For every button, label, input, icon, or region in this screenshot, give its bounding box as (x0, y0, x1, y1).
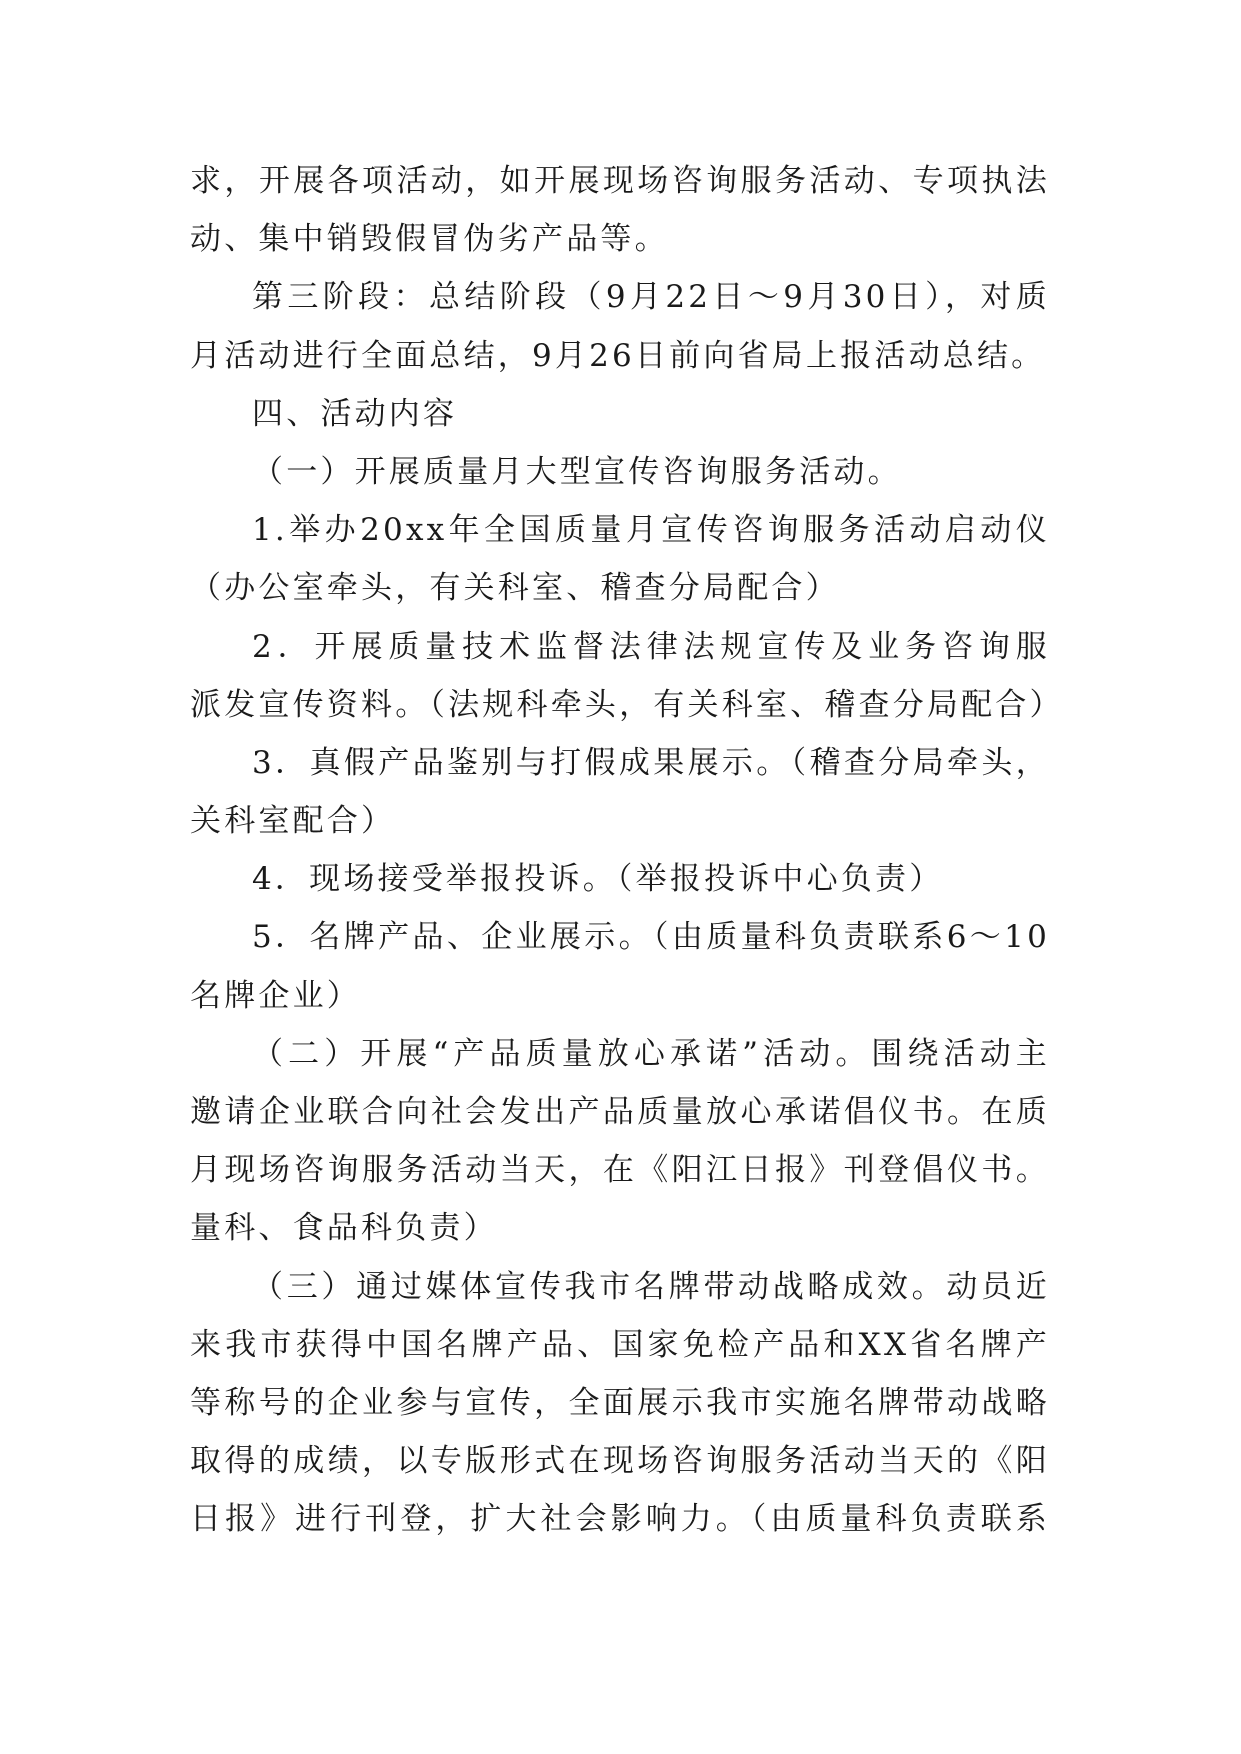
text-line: 月现场咨询服务活动当天，在《阳江日报》刊登倡仪书。 (190, 1152, 1050, 1189)
text-line: 5．名牌产品、企业展示。（由质量科负责联系6～10 (252, 919, 1050, 956)
text-line: 关科室配合） (190, 803, 396, 840)
text-line: 第三阶段：总结阶段（9月22日～9月30日），对质 (252, 279, 1050, 316)
text-line: 2．开展质量技术监督法律法规宣传及业务咨询服 (252, 628, 1050, 665)
text-line: 来我市获得中国名牌产品、国家免检产品和XX省名牌产 (190, 1326, 1050, 1363)
text-line: （三）通过媒体宣传我市名牌带动战略成效。动员近 (252, 1268, 1050, 1305)
text-line: （二）开展“产品质量放心承诺”活动。围绕活动主 (252, 1035, 1050, 1072)
body-text (190, 152, 1064, 1549)
text-line: 等称号的企业参与宣传，全面展示我市实施名牌带动战略 (190, 1384, 1050, 1421)
text-line: 日报》进行刊登，扩大社会影响力。（由质量科负责联系 (190, 1501, 1050, 1538)
text-line: （办公室牵头，有关科室、稽查分局配合） (190, 570, 840, 607)
text-line: 动、集中销毁假冒伪劣产品等。 (190, 221, 669, 258)
text-line: 3．真假产品鉴别与打假成果展示。（稽查分局牵头， (252, 744, 1050, 781)
text-line: 邀请企业联合向社会发出产品质量放心承诺倡仪书。在质 (190, 1094, 1050, 1130)
text-line: 求，开展各项活动，如开展现场咨询服务活动、专项执法 (190, 163, 1050, 199)
text-line: 四、活动内容 (252, 395, 458, 432)
text-line: 量科、食品科负责） (190, 1210, 498, 1247)
text-line: （一）开展质量月大型宣传咨询服务活动。 (252, 453, 902, 490)
text-line: 4．现场接受举报投诉。（举报投诉中心负责） (252, 861, 944, 898)
text-line: 1.举办20xx年全国质量月宣传咨询服务活动启动仪 (252, 512, 1050, 549)
text-line: 取得的成绩，以专版形式在现场咨询服务活动当天的《阳 (190, 1443, 1050, 1480)
text-line: 月活动进行全面总结，9月26日前向省局上报活动总结。 (190, 337, 1046, 374)
text-line: 派发宣传资料。（法规科牵头，有关科室、稽查分局配合） (190, 686, 1064, 723)
text-line: 名牌企业） (190, 977, 361, 1014)
